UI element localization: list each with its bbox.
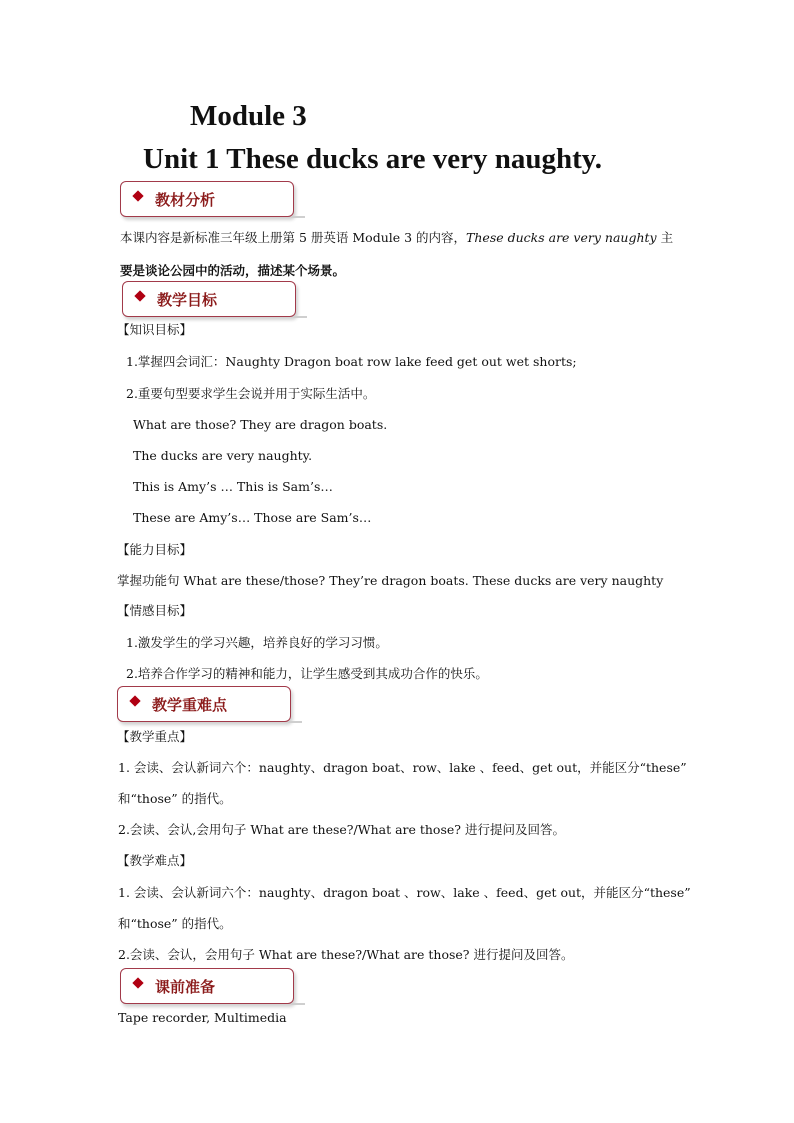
analysis-paragraph-line2: 要是谈论公园中的活动，描述某个场景。 <box>120 263 346 278</box>
section-label: 教学重难点 <box>152 696 228 714</box>
knowledge-item-2: 2.重要句型要求学生会说并用于实际生活中。 <box>126 386 376 401</box>
analysis-paragraph-line1 <box>120 230 673 246</box>
unit-title: Unit 1 These ducks are very naughty. <box>143 143 602 175</box>
difficulty-item-1b: 和“those” 的指代。 <box>118 916 232 931</box>
section-label: 教材分析 <box>155 191 216 209</box>
focus-item-1b: 和“those” 的指代。 <box>118 791 232 806</box>
analysis-text-a: 本课内容是新标准三年级上册第 5 册英语 Module 3 的内容， <box>120 230 467 245</box>
emotion-item-2: 2.培养合作学习的精神和能力，让学生感受到其成功合作的快乐。 <box>126 666 488 681</box>
module-title: Module 3 <box>190 100 307 132</box>
analysis-text-b: 主 <box>656 230 674 245</box>
knowledge-heading: 【知识目标】 <box>117 322 193 337</box>
section-header-prep <box>120 968 294 1004</box>
difficulty-heading: 【教学难点】 <box>117 853 193 868</box>
diamond-bullet-icon <box>132 977 143 988</box>
diamond-bullet-icon <box>132 190 143 201</box>
emotion-heading: 【情感目标】 <box>117 603 193 618</box>
ability-heading: 【能力目标】 <box>117 542 193 557</box>
sentence-3: This is Amy’s … This is Sam’s… <box>133 479 333 494</box>
analysis-italic-title: These ducks are very naughty <box>466 230 657 245</box>
section-label: 课前准备 <box>155 978 216 996</box>
header-shadow-tail <box>291 1003 305 1005</box>
focus-heading: 【教学重点】 <box>117 729 193 744</box>
emotion-item-1: 1.激发学生的学习兴趣，培养良好的学习习惯。 <box>126 635 388 650</box>
section-header-goals <box>122 281 296 317</box>
knowledge-item-1: 1.掌握四会词汇：Naughty Dragon boat row lake feed get out wet shorts; <box>126 354 577 369</box>
section-header-analysis <box>120 181 294 217</box>
prep-text: Tape recorder, Multimedia <box>118 1010 287 1025</box>
sentence-4: These are Amy’s… Those are Sam’s… <box>133 510 372 525</box>
header-shadow-tail <box>293 316 307 318</box>
ability-text: 掌握功能句 What are these/those? They’re dragon boats. These ducks are very naughty <box>117 573 664 588</box>
difficulty-item-2: 2.会读、会认，会用句子 What are these?/What are those? 进行提问及回答。 <box>118 947 574 962</box>
header-shadow-tail <box>291 216 305 218</box>
diamond-bullet-icon <box>134 290 145 301</box>
sentence-1: What are those? They are dragon boats. <box>133 417 388 432</box>
focus-item-1a: 1. 会读、会认新词六个：naughty、dragon boat、row、lake 、feed、get out，并能区分“these” <box>118 760 687 775</box>
section-header-keypoints <box>117 686 291 722</box>
difficulty-item-1a: 1. 会读、会认新词六个：naughty、dragon boat 、row、lake 、feed、get out，并能区分“these” <box>118 885 691 900</box>
header-shadow-tail <box>288 721 302 723</box>
section-label: 教学目标 <box>157 291 218 309</box>
sentence-2: The ducks are very naughty. <box>133 448 313 463</box>
focus-item-2: 2.会读、会认,会用句子 What are these?/What are those? 进行提问及回答。 <box>118 822 565 837</box>
diamond-bullet-icon <box>129 695 140 706</box>
